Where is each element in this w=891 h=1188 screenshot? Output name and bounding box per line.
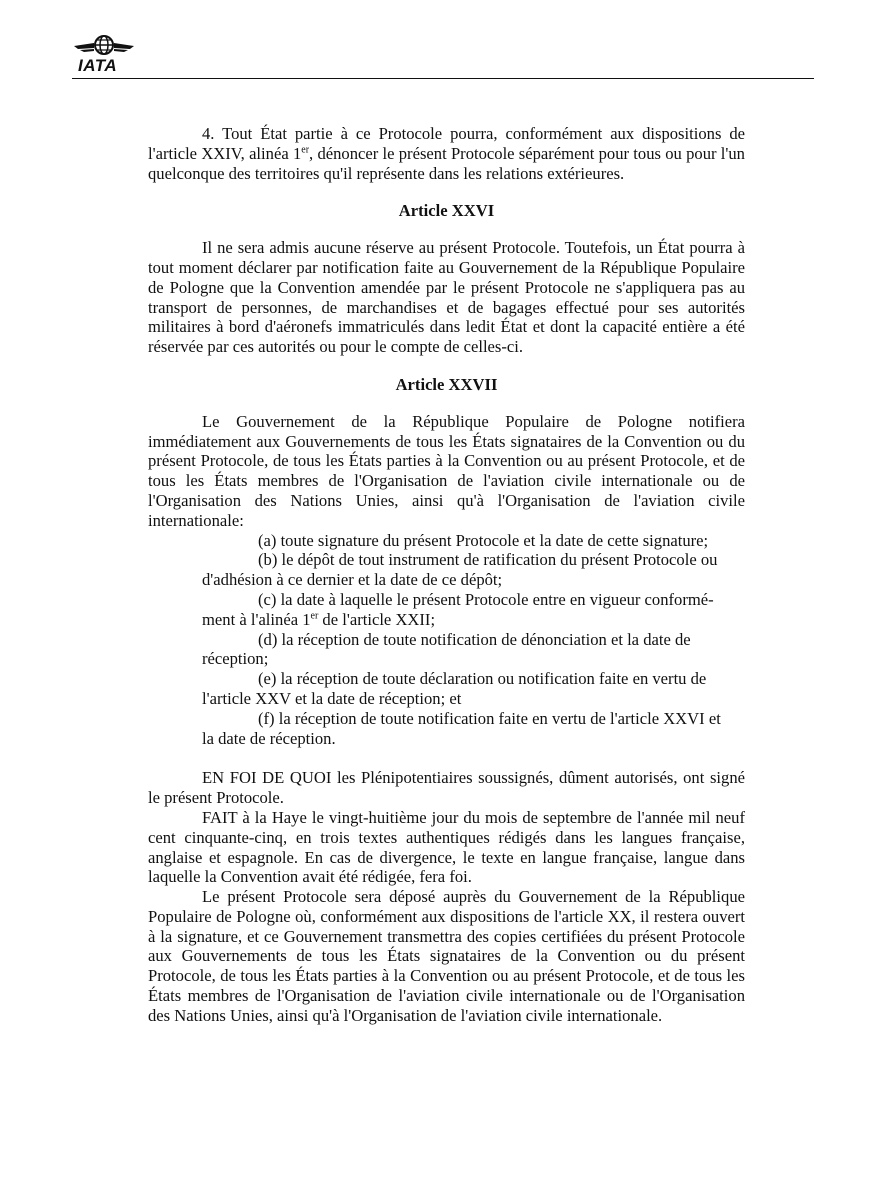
logo-text: IATA [78, 56, 118, 75]
list-item-c: (c) la date à laquelle le présent Protocole entre en vigueur conformé- ment à l'alinéa 1er de l'article XXII; [202, 589, 714, 629]
list-item-b: (b) le dépôt de tout instrument de ratification du présent Protocole ou d'adhésion à ce dernier et la date de ce dépôt; [202, 550, 718, 590]
list-item-e: (e) la réception de toute déclaration ou notification faite en vertu de l'article XXV et la date de réception; et [202, 669, 707, 708]
list-item-a: (a) toute signature du présent Protocole et la date de cette signature; [258, 530, 709, 550]
spacer [148, 748, 745, 768]
document-body [148, 124, 745, 1026]
list-item-f: (f) la réception de toute notification faite en vertu de l'article XXVI et la date de réception. [202, 708, 721, 748]
article-26-text: Il ne sera admis aucune réserve au présent Protocole. Toutefois, un État pourra à tout moment déclarer par notification faite au Gouvernement de la République Populaire de Pologne que la Convention amendée par le présent Protocole ne s'appliquera pas au transport de personnes, de marchandises et de bagages effectué pour ses autorités militaires à bord d'aéronefs immatriculés dans ledit État et dont la capacité entière a été réservée par ces autorités ou pour le compte de celles-ci. [148, 238, 745, 357]
article-27-heading: Article XXVII [395, 374, 498, 394]
page-header [0, 0, 891, 80]
article-27-intro: Le Gouvernement de la République Populaire de Pologne notifiera immédiatement aux Gouvernements de tous les États signataires de la Convention ou du présent Protocole, de tous les États parties à la Convention ou au présent Protocole, et de tous les États membres de l'Organisation de l'aviation civile internationale ou de l'Organisation des Nations Unies, ainsi qu'à l'Organisation de l'aviation civile internationale: [148, 411, 745, 530]
article-26-heading: Article XXVI [398, 201, 495, 221]
paragraph-section-4: 4. Tout État partie à ce Protocole pourra, conformément aux dispositions de l'article XXIV, alinéa 1er, dénoncer le présent Protocole séparément pour tous ou pour l'un quelconque des territoires qu'il représente dans les relations extérieures. [148, 124, 745, 183]
header-rule [72, 78, 814, 79]
iata-logo [72, 34, 136, 74]
list-item-d: (d) la réception de toute notification de dénonciation et la date de réception; [202, 629, 691, 669]
closing-en-foi: EN FOI DE QUOI les Plénipotentiaires soussignés, dûment autorisés, ont signé le présent Protocole. [148, 768, 745, 808]
globe-wings-icon [72, 34, 136, 58]
closing-depot: Le présent Protocole sera déposé auprès du Gouvernement de la République Populaire de Pologne où, conformément aux dispositions de l'article XX, il restera ouvert à la signature, et ce Gouvernement transmettra des copies certifiées du présent Protocole aux Gouvernements de tous les États signataires de la Convention ou du présent Protocole, de tous les États parties à la Convention ou au présent Protocole, et de tous les États membres de l'Organisation de l'aviation civile internationale ou de l'Organisation des Nations Unies, ainsi qu'à l'Organisation de l'aviation civile internationale. [148, 887, 745, 1025]
closing-fait: FAIT à la Haye le vingt-huitième jour du mois de septembre de l'année mil neuf cent cinquante-cinq, en trois textes authentiques rédigés dans les langues française, anglaise et espagnole. En cas de divergence, le texte en langue française, langue dans laquelle la Convention avait été rédigée, fera foi. [148, 807, 745, 887]
